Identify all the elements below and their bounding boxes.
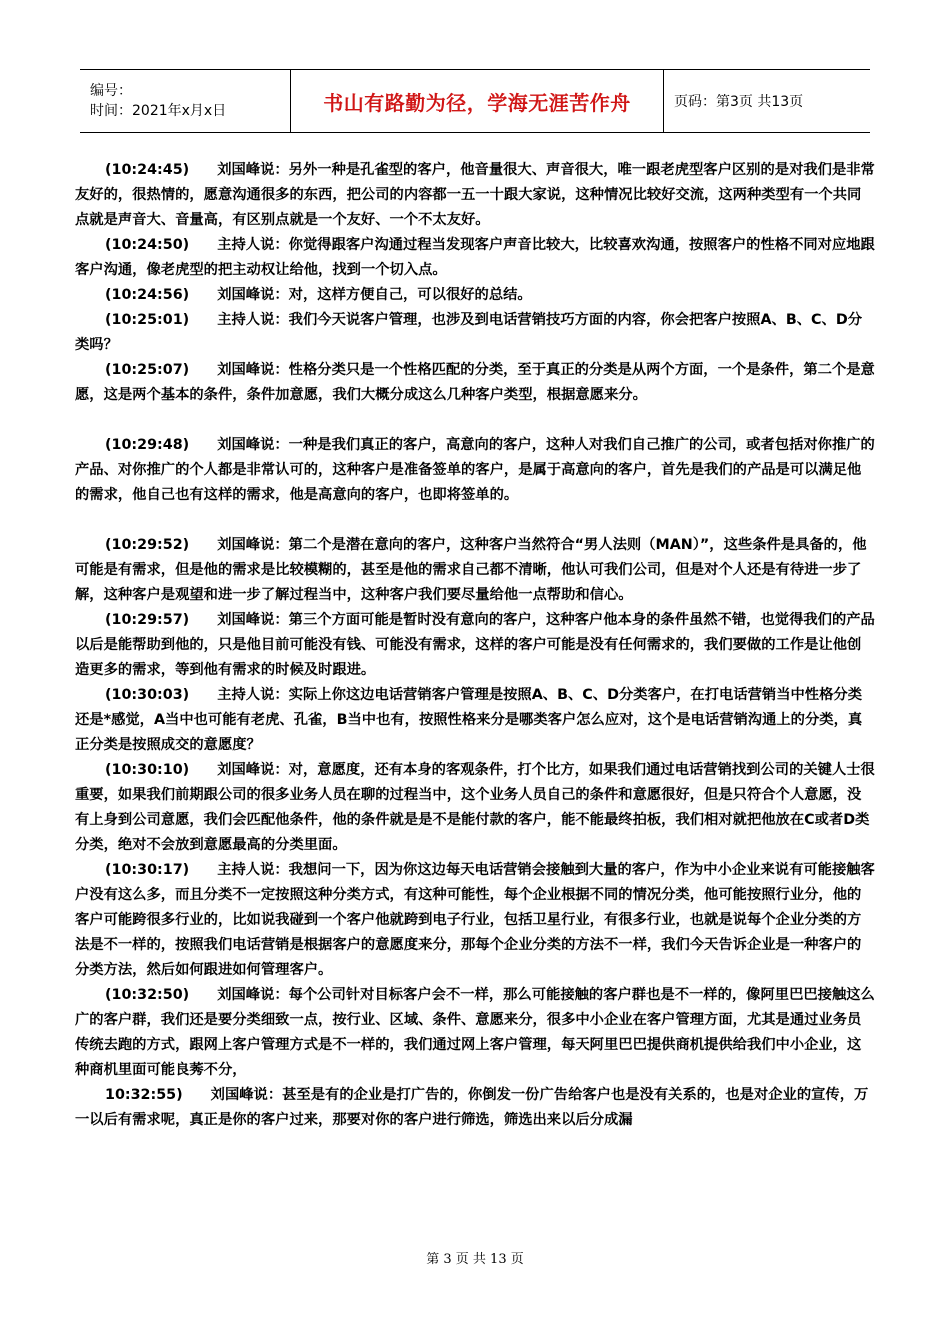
transcript-body [75, 158, 875, 1133]
paragraph-text: 刘国峰说：第二个是潜在意向的客户，这种客户当然符合“男人法则（MAN）”，这些条件是具备的，他可能是有需求，但是他的需求是比较模糊的，甚至是他的需求自己都不清晰，他认可我们公司，但是对个人还是有待进一步了解，这种客户是观望和进一步了解过程当中，这种客户我们要尽量给他一点帮助和信心。 [75, 537, 867, 603]
transcript-paragraph [75, 158, 875, 233]
transcript-paragraph [75, 283, 875, 308]
transcript-paragraph [75, 758, 875, 858]
timestamp: (10:30:17) [105, 862, 190, 878]
timestamp: (10:29:48) [105, 437, 190, 453]
timestamp: (10:25:01) [105, 312, 190, 328]
header-page-label: 页码：第3页 共13页 [664, 70, 871, 133]
transcript-paragraph [75, 1083, 875, 1133]
paragraph-text: 刘国峰说：第三个方面可能是暂时没有意向的客户，这种客户他本身的条件虽然不错，也觉得我们的产品以后是能帮助到他的，只是他目前可能没有钱、可能没有需求，这样的客户可能是没有任何需求的，我们要做的工作是让他创造更多的需求，等到他有需求的时候及时跟进。 [75, 612, 875, 678]
timestamp: (10:24:50) [105, 237, 190, 253]
timestamp: (10:32:50) [105, 987, 190, 1003]
paragraph-text: 主持人说：你觉得跟客户沟通过程当发现客户声音比较大，比较喜欢沟通，按照客户的性格不同对应地跟客户沟通，像老虎型的把主动权让给他，找到一个切入点。 [75, 237, 875, 278]
transcript-paragraph [75, 858, 875, 983]
timestamp: (10:29:57) [105, 612, 190, 628]
transcript-paragraph [75, 608, 875, 683]
header-meta-cell [80, 70, 291, 133]
timestamp: 10:32:55) [105, 1087, 183, 1103]
transcript-paragraph [75, 533, 875, 608]
header-motto: 书山有路勤为径，学海无涯苦作舟 [291, 70, 664, 133]
transcript-paragraph [75, 683, 875, 758]
paragraph-text: 刘国峰说：一种是我们真正的客户，高意向的客户，这种人对我们自己推广的公司，或者包括对你推广的产品、对你推广的个人都是非常认可的，这种客户是准备签单的客户，是属于高意向的客户，首先是我们的产品是可以满足他的需求，他自己也有这样的需求，他是高意向的客户，也即将签单的。 [75, 437, 875, 503]
timestamp: (10:29:52) [105, 537, 190, 553]
timestamp: (10:30:10) [105, 762, 190, 778]
transcript-paragraph [75, 433, 875, 508]
transcript-paragraph [75, 233, 875, 283]
document-date-label: 时间：2021年x月x日 [90, 103, 227, 119]
paragraph-text: 主持人说：我们今天说客户管理，也涉及到电话营销技巧方面的内容，你会把客户按照A、B、C、D分类吗？ [75, 312, 862, 353]
timestamp: (10:30:03) [105, 687, 190, 703]
document-header [80, 69, 870, 133]
timestamp: (10:24:56) [105, 287, 190, 303]
paragraph-text: 刘国峰说：甚至是有的企业是打广告的，你倒发一份广告给客户也是没有关系的，也是对企业的宣传，万一以后有需求呢，真正是你的客户过来，那要对你的客户进行筛选，筛选出来以后分成漏 [75, 1087, 869, 1128]
timestamp: (10:24:45) [105, 162, 190, 178]
paragraph-text: 刘国峰说：性格分类只是一个性格匹配的分类，至于真正的分类是从两个方面，一个是条件，第二个是意愿，这是两个基本的条件，条件加意愿，我们大概分成这么几种客户类型，根据意愿来分。 [75, 362, 875, 403]
timestamp: (10:25:07) [105, 362, 190, 378]
document-number-label: 编号： [90, 83, 132, 99]
paragraph-text: 主持人说：我想问一下，因为你这边每天电话营销会接触到大量的客户，作为中小企业来说有可能接触客户没有这么多，而且分类不一定按照这种分类方式，有这种可能性，每个企业根据不同的情况分类，他可能按照行业分，他的客户可能跨很多行业的，比如说我碰到一个客户他就跨到电子行业，包括卫星行业，有很多行业，也就是说每个企业分类的方法是不一样的，按照我们电话营销是根据客户的意愿度来分，那每个企业分类的方法不一样，我们今天告诉企业是一种客户的分类方法，然后如何跟进如何管理客户。 [75, 862, 875, 978]
paragraph-text: 刘国峰说：对，意愿度，还有本身的客观条件，打个比方，如果我们通过电话营销找到公司的关键人士很重要，如果我们前期跟公司的很多业务人员在聊的过程当中，这个业务人员自己的条件和意愿很好，但是只符合个人意愿，没有上身到公司意愿，我们会匹配他条件，他的条件就是是不是能付款的客户，能不能最终拍板，我们相对就把他放在C或者D类分类，绝对不会放到意愿最高的分类里面。 [75, 762, 875, 853]
paragraph-text: 主持人说：实际上你这边电话营销客户管理是按照A、B、C、D分类客户，在打电话营销当中性格分类还是*感觉，A当中也可能有老虎、孔雀，B当中也有，按照性格来分是哪类客户怎么应对，这个是电话营销沟通上的分类，真正分类是按照成交的意愿度？ [75, 687, 863, 753]
paragraph-text: 刘国峰说：每个公司针对目标客户会不一样，那么可能接触的客户群也是不一样的，像阿里巴巴接触这么广的客户群，我们还是要分类细致一点，按行业、区域、条件、意愿来分，很多中小企业在客户管理方面，尤其是通过业务员传统去跑的方式，跟网上客户管理方式是不一样的，我们通过网上客户管理，每天阿里巴巴提供商机提供给我们中小企业，这种商机里面可能良莠不分， [75, 987, 875, 1078]
transcript-paragraph [75, 308, 875, 358]
transcript-paragraph [75, 358, 875, 408]
paragraph-text: 刘国峰说：对，这样方便自己，可以很好的总结。 [217, 287, 532, 303]
page-footer: 第 3 页 共 13 页 [426, 1252, 524, 1267]
transcript-paragraph [75, 983, 875, 1083]
paragraph-text: 刘国峰说：另外一种是孔雀型的客户，他音量很大、声音很大，唯一跟老虎型客户区别的是对我们是非常友好的，很热情的，愿意沟通很多的东西，把公司的内容都一五一十跟大家说，这种情况比较好交流，这两种类型有一个共同点就是声音大、音量高，有区别点就是一个友好、一个不太友好。 [75, 162, 875, 228]
